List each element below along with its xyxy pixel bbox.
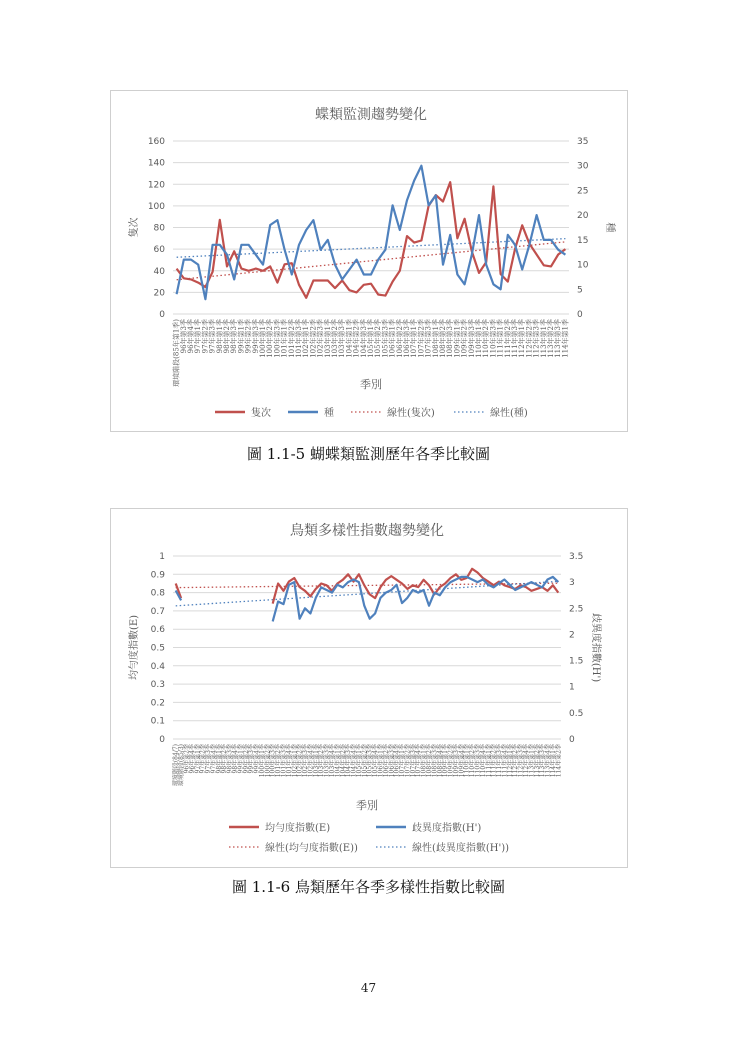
c2-x-tick-label: 103年第4季 <box>328 744 336 778</box>
c1-x-tick-label: 103年第1季 <box>323 319 332 358</box>
c1-legend-label: 線性(種) <box>490 408 528 419</box>
c2-x-tick-label: 104年第4季 <box>350 744 358 778</box>
c1-y2-tick-label: 15 <box>577 235 589 246</box>
bird-chart-svg <box>111 509 627 867</box>
c2-y2-tick-label: 1 <box>569 682 575 693</box>
c2-x-tick-label: 99年第2季 <box>242 744 250 774</box>
c1-y-tick-label: 60 <box>153 245 165 256</box>
c1-x-tick-label: 101年第2季 <box>287 319 296 358</box>
c2-y-axis-label: 均勻度指數(E) <box>129 614 140 681</box>
c2-x-tick-label: 107年第3季 <box>409 744 417 778</box>
page-number: 47 <box>360 981 377 995</box>
c1-x-tick-label: 106年第2季 <box>395 319 404 358</box>
c1-x-tick-label: 105年第1季 <box>367 319 375 358</box>
c2-x-tick-label: 114年第1季 <box>549 744 557 778</box>
c2-x-tick-label: 113年第3季 <box>539 744 547 778</box>
c2-y-tick-label: 0.5 <box>150 643 165 654</box>
c2-x-tick-label: 106年第3季 <box>388 744 396 778</box>
c2-x-tick-label: 環境階段(85/3) <box>178 744 186 787</box>
c2-x-tick-label: 104年第1季 <box>334 744 342 778</box>
c2-y-tick-label: 0.9 <box>150 570 165 581</box>
c1-y-axis-label: 隻次 <box>129 217 140 238</box>
c2-legend-label: 線性(均勻度指數(E)) <box>265 843 358 854</box>
c2-x-tick-label: 104年第3季 <box>345 744 353 778</box>
c2-y2-axis-label: 歧異度指數(H') <box>590 612 601 683</box>
c2-trendline-right <box>176 581 559 606</box>
c2-x-tick-label: 102年第4季 <box>307 744 315 778</box>
c2-x-axis-label: 季別 <box>356 799 378 812</box>
c1-x-tick-label: 108年第1季 <box>431 319 440 358</box>
c2-x-tick-label: 97年第2季 <box>199 744 207 774</box>
c2-y-tick-label: 0.6 <box>150 625 165 636</box>
c1-x-tick-label: 103年第2季 <box>331 319 339 358</box>
c2-legend-label: 均勻度指數(E) <box>265 823 331 834</box>
c1-x-tick-label: 97年第3季 <box>208 319 217 354</box>
c2-x-tick-label: 105年第1季 <box>355 744 363 778</box>
c1-x-tick-label: 99年第3季 <box>251 319 260 354</box>
c2-x-tick-label: 108年第2季 <box>425 744 433 778</box>
c1-x-tick-label: 97年第2季 <box>201 319 210 354</box>
c1-x-tick-label: 98年第3季 <box>230 319 239 354</box>
c2-x-tick-label: 96年第4季 <box>188 744 196 774</box>
c2-y-tick-label: 0.3 <box>150 680 165 691</box>
c2-x-tick-label: 113年第4季 <box>544 744 552 778</box>
c1-x-tick-label: 108年第2季 <box>439 319 447 358</box>
figure-caption-2: 圖 1.1-6 鳥類歷年各季多樣性指數比較圖 <box>231 878 505 896</box>
c2-x-tick-label: 113年第2季 <box>533 744 541 778</box>
c2-x-tick-label: 113年第1季 <box>528 744 536 778</box>
c1-x-tick-label: 107年第2季 <box>417 319 426 358</box>
c2-x-tick-label: 109年第3季 <box>452 744 460 778</box>
c2-x-tick-label: 114年第2季 <box>555 744 563 778</box>
c2-y2-tick-label: 3.5 <box>569 552 584 562</box>
c2-x-tick-label: 110年第1季 <box>463 744 471 778</box>
c2-y-tick-label: 0.2 <box>150 698 165 709</box>
bird-diversity-chart <box>110 508 628 868</box>
c1-x-tick-label: 113年第2季 <box>547 319 555 358</box>
c1-x-tick-label: 104年第1季 <box>345 319 354 358</box>
c2-x-tick-label: 103年第2季 <box>318 744 326 778</box>
c2-x-tick-label: 111年第1季 <box>485 744 493 778</box>
c1-y-tick-label: 0 <box>159 310 165 320</box>
c1-y2-tick-label: 20 <box>577 211 589 222</box>
c2-x-tick-label: 101年第4季 <box>285 744 293 778</box>
c2-x-tick-label: 96年第2季 <box>183 744 191 774</box>
butterfly-trend-chart <box>110 90 628 432</box>
c2-x-tick-label: 107年第2季 <box>404 744 412 778</box>
c1-x-tick-label: 108年第3季 <box>446 319 455 358</box>
c2-x-tick-label: 101年第3季 <box>280 744 288 778</box>
c2-y-tick-label: 0.1 <box>150 716 165 727</box>
c2-y2-tick-label: 2 <box>569 630 575 641</box>
c1-y2-axis-label: 種 <box>604 222 615 233</box>
c1-y2-tick-label: 30 <box>577 161 589 172</box>
c2-x-tick-label: 109年第2季 <box>447 744 455 778</box>
c2-x-tick-label: 103年第1季 <box>312 744 320 778</box>
c2-x-tick-label: 97年第3季 <box>205 744 213 774</box>
c1-x-tick-label: 109年第3季 <box>467 319 476 358</box>
c1-x-tick-label: 100年第2季 <box>266 319 275 358</box>
c1-y-tick-label: 100 <box>147 201 165 212</box>
c2-x-tick-label: 112年第4季 <box>522 744 530 778</box>
c2-x-tick-label: 104年第2季 <box>339 744 347 778</box>
c2-x-tick-label: 101年第2季 <box>275 744 283 778</box>
c2-x-tick-label: 103年第3季 <box>323 744 331 778</box>
c1-x-tick-label: 111年第3季 <box>511 319 519 358</box>
c2-x-tick-label: 108年第3季 <box>431 744 439 778</box>
c1-y2-tick-label: 0 <box>577 310 583 320</box>
c1-y-tick-label: 120 <box>147 180 165 191</box>
c1-legend-label: 種 <box>324 408 334 419</box>
c1-x-tick-label: 113年第1季 <box>539 319 548 358</box>
c2-x-tick-label: 99年第4季 <box>253 744 261 774</box>
c2-x-tick-label: 102年第2季 <box>296 744 304 778</box>
c2-x-tick-label: 99年第1季 <box>237 744 245 774</box>
c2-x-tick-label: 110年第2季 <box>469 744 477 778</box>
c1-y-tick-label: 80 <box>153 223 165 234</box>
c2-legend-label: 線性(歧異度指數(H')) <box>412 843 510 854</box>
c1-legend-label: 線性(隻次) <box>387 408 435 419</box>
c2-x-tick-label: 107年第1季 <box>399 744 407 778</box>
c2-x-tick-label: 112年第2季 <box>512 744 520 778</box>
c1-x-tick-label: 96年第3季 <box>179 319 188 354</box>
c1-x-tick-label: 112年第1季 <box>518 319 527 358</box>
c2-x-tick-label: 111年第2季 <box>490 744 498 778</box>
c1-x-tick-label: 110年第2季 <box>482 319 491 358</box>
c1-x-axis-label: 季別 <box>360 378 382 391</box>
c2-x-tick-label: 111年第4季 <box>501 744 509 778</box>
c1-y2-tick-label: 35 <box>577 137 589 147</box>
c2-y-tick-label: 0.4 <box>150 661 165 672</box>
c1-y-tick-label: 20 <box>153 288 165 299</box>
c1-title: 蝶類監測趨勢變化 <box>315 107 427 123</box>
c2-y2-tick-label: 1.5 <box>569 656 584 667</box>
c1-x-tick-label: 105年第2季 <box>374 319 383 358</box>
c2-y-tick-label: 0.8 <box>150 588 165 599</box>
c2-y-tick-label: 0 <box>159 735 165 745</box>
c2-y-tick-label: 1 <box>159 552 165 562</box>
c2-x-tick-label: 110年第4季 <box>479 744 487 778</box>
c2-x-tick-label: 112年第1季 <box>506 744 514 778</box>
butterfly-chart-svg <box>111 91 627 431</box>
c1-x-tick-label: 102年第1季 <box>302 319 311 358</box>
c1-x-tick-label: 102年第3季 <box>316 319 325 358</box>
c1-x-tick-label: 98年第1季 <box>215 319 224 354</box>
c2-x-tick-label: 105年第3季 <box>366 744 374 778</box>
c1-y-tick-label: 40 <box>153 266 165 277</box>
c2-x-tick-label: 99年第3季 <box>248 744 256 774</box>
c2-x-tick-label: 110年第3季 <box>474 744 482 778</box>
c2-x-tick-label: 109年第4季 <box>458 744 466 778</box>
c2-x-tick-label: 102年第1季 <box>291 744 299 778</box>
c2-y2-tick-label: 0.5 <box>569 708 584 719</box>
c1-x-tick-label: 104年第3季 <box>359 319 368 358</box>
c1-x-tick-label: 環境階段(85年第1季) <box>172 319 181 387</box>
c1-x-tick-label: 102年第2季 <box>309 319 318 358</box>
c1-x-tick-label: 97年第1季 <box>194 319 203 354</box>
c1-x-tick-label: 107年第3季 <box>424 319 433 358</box>
c2-x-tick-label: 108年第1季 <box>420 744 428 778</box>
c2-y2-tick-label: 0 <box>569 735 575 745</box>
c2-x-tick-label: 環境階段(84/7) <box>172 744 180 787</box>
c1-x-tick-label: 103年第3季 <box>338 319 347 358</box>
c1-x-tick-label: 113年第3季 <box>554 319 563 358</box>
c2-x-tick-label: 100年第2季 <box>264 744 272 778</box>
c2-x-tick-label: 106年第2季 <box>382 744 390 778</box>
c1-x-tick-label: 111年第2季 <box>503 319 512 358</box>
c1-x-tick-label: 112年第3季 <box>532 319 541 358</box>
c1-y-tick-label: 160 <box>147 137 165 147</box>
c1-x-tick-label: 109年第1季 <box>453 319 462 358</box>
c1-x-tick-label: 110年第1季 <box>475 319 483 358</box>
c2-y2-tick-label: 3 <box>569 578 575 589</box>
figure-caption-1: 圖 1.1-5 蝴蝶類監測歷年各季比較圖 <box>246 445 490 463</box>
c1-x-tick-label: 101年第3季 <box>295 319 303 358</box>
c1-x-tick-label: 100年第1季 <box>259 319 267 358</box>
c1-x-tick-label: 96年第4季 <box>187 319 195 354</box>
c2-x-tick-label: 105年第4季 <box>372 744 380 778</box>
c2-x-tick-label: 102年第3季 <box>302 744 310 778</box>
c1-x-tick-label: 104年第2季 <box>352 319 361 358</box>
c2-x-tick-label: 105年第2季 <box>361 744 369 778</box>
c2-x-tick-label: 100年第3季 <box>269 744 277 778</box>
c1-series-line-2 <box>177 166 566 300</box>
c2-x-tick-label: 111年第3季 <box>496 744 504 778</box>
c1-x-tick-label: 98年第2季 <box>223 319 231 354</box>
c1-x-tick-label: 106年第3季 <box>403 319 411 358</box>
c1-x-tick-label: 112年第2季 <box>525 319 534 358</box>
c1-legend-label: 隻次 <box>251 408 271 419</box>
c1-x-tick-label: 114年第1季 <box>561 319 570 358</box>
c1-x-tick-label: 111年第1季 <box>496 319 505 358</box>
c1-x-tick-label: 101年第1季 <box>280 319 289 358</box>
c2-x-tick-label: 98年第1季 <box>215 744 223 774</box>
c1-x-tick-label: 100年第3季 <box>273 319 282 358</box>
c1-x-tick-label: 105年第3季 <box>381 319 390 358</box>
c2-y-tick-label: 0.7 <box>150 606 165 617</box>
c2-title: 鳥類多樣性指數趨勢變化 <box>290 523 444 539</box>
c1-x-tick-label: 99年第1季 <box>237 319 246 354</box>
c2-x-tick-label: 98年第4季 <box>231 744 239 774</box>
c2-x-tick-label: 97年第1季 <box>194 744 202 774</box>
c2-x-tick-label: 106年第1季 <box>377 744 385 778</box>
c2-x-tick-label: 100年第1季 <box>258 744 266 778</box>
c2-x-tick-label: 107年第4季 <box>415 744 423 778</box>
c2-x-tick-label: 98年第2季 <box>221 744 229 774</box>
c2-y2-tick-label: 2.5 <box>569 604 584 615</box>
c1-y2-tick-label: 10 <box>577 260 589 271</box>
c1-x-tick-label: 110年第3季 <box>489 319 498 358</box>
c1-x-tick-label: 107年第1季 <box>410 319 419 358</box>
c2-x-tick-label: 98年第3季 <box>226 744 234 774</box>
c1-x-tick-label: 99年第2季 <box>244 319 253 354</box>
c1-y2-tick-label: 25 <box>577 186 589 197</box>
c2-legend-label: 歧異度指數(H') <box>412 823 482 834</box>
c2-x-tick-label: 112年第3季 <box>517 744 525 778</box>
c1-x-tick-label: 106年第1季 <box>388 319 397 358</box>
c1-x-tick-label: 109年第2季 <box>460 319 469 358</box>
c1-y-tick-label: 140 <box>147 158 165 169</box>
c2-x-tick-label: 97年第4季 <box>210 744 218 774</box>
c2-x-tick-label: 108年第4季 <box>436 744 444 778</box>
c1-y2-tick-label: 5 <box>577 285 583 296</box>
c2-x-tick-label: 106年第4季 <box>393 744 401 778</box>
c2-x-tick-label: 109年第1季 <box>442 744 450 778</box>
